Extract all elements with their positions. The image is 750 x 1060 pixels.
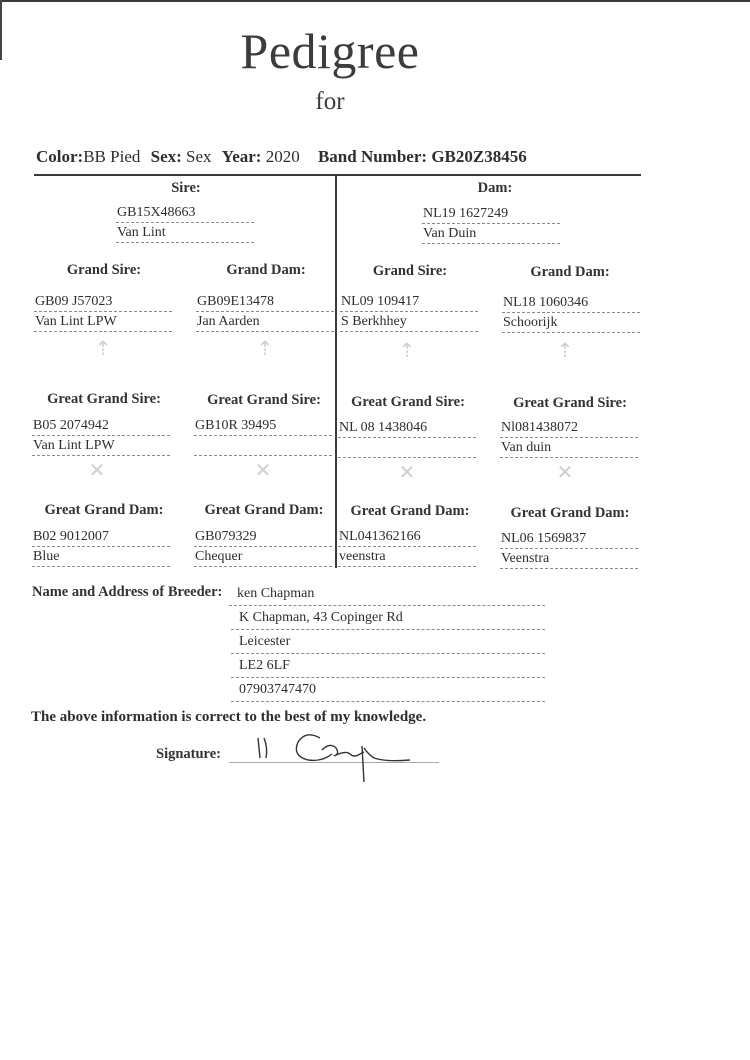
band-number-value: GB20Z38456 — [431, 147, 527, 166]
signature-image — [250, 724, 420, 784]
bird-info-header — [36, 147, 527, 167]
signature-label: Signature: — [156, 746, 221, 762]
cross-icon: ✕ — [556, 460, 574, 484]
breeder-line-4: LE2 6LF — [231, 654, 545, 678]
page-title: Pedigree — [240, 23, 420, 79]
breeder-line-5: 07903747470 — [231, 678, 545, 702]
great-grand-dam-4-label: Great Grand Dam: — [510, 505, 630, 521]
grand-dam-2-band: NL18 1060346 — [502, 293, 640, 313]
band-number-label: Band Number: — [317, 147, 428, 166]
grand-dam-1-label: Grand Dam: — [226, 262, 306, 278]
great-grand-sire-4-label: Great Grand Sire: — [513, 395, 627, 411]
breeder-label: Name and Address of Breeder: — [32, 584, 223, 600]
great-grand-sire-2-name — [194, 436, 332, 456]
dam-label: Dam: — [477, 180, 513, 196]
up-arrow-icon: ⇡ — [556, 338, 574, 362]
grand-dam-2-name: Schoorijk — [502, 313, 640, 333]
great-grand-sire-4-field — [500, 418, 638, 458]
year-value: 2020 — [265, 147, 300, 166]
grand-sire-2-band: NL09 109417 — [340, 292, 478, 312]
page-subtitle: for — [315, 88, 345, 115]
great-grand-sire-2-band: GB10R 39495 — [194, 416, 332, 436]
up-arrow-icon: ⇡ — [256, 336, 274, 360]
great-grand-dam-3-field — [338, 527, 476, 567]
great-grand-sire-1-band: B05 2074942 — [32, 416, 170, 436]
up-arrow-icon: ⇡ — [398, 338, 416, 362]
great-grand-dam-2-label: Great Grand Dam: — [204, 502, 324, 518]
grand-dam-1-name: Jan Aarden — [196, 312, 334, 332]
great-grand-dam-1-field — [32, 527, 170, 567]
grand-sire-2-field — [340, 292, 478, 332]
sex-value: Sex — [186, 147, 212, 166]
great-grand-dam-1-name: Blue — [32, 547, 170, 567]
sex-label: Sex: — [150, 147, 182, 166]
great-grand-sire-3-name — [338, 438, 476, 458]
year-label: Year: — [221, 147, 262, 166]
grand-dam-1-field — [196, 292, 334, 332]
cross-icon: ✕ — [398, 460, 416, 484]
breeder-address — [231, 582, 545, 702]
great-grand-dam-2-field — [194, 527, 332, 567]
dam-band: NL19 1627249 — [422, 204, 560, 224]
grand-dam-2-field — [502, 293, 640, 333]
grand-sire-1-label: Grand Sire: — [66, 262, 142, 278]
color-value: BB Pied — [83, 147, 141, 166]
great-grand-dam-3-label: Great Grand Dam: — [350, 503, 470, 519]
great-grand-sire-1-name: Van Lint LPW — [32, 436, 170, 456]
great-grand-sire-3-field — [338, 418, 476, 458]
great-grand-sire-4-name: Van duin — [500, 438, 638, 458]
grand-dam-1-band: GB09E13478 — [196, 292, 334, 312]
great-grand-sire-1-label: Great Grand Sire: — [47, 391, 161, 407]
great-grand-dam-4-band: NL06 1569837 — [500, 529, 638, 549]
great-grand-dam-3-band: NL041362166 — [338, 527, 476, 547]
grand-sire-2-label: Grand Sire: — [372, 263, 448, 279]
great-grand-dam-2-name: Chequer — [194, 547, 332, 567]
breeder-line-3: Leicester — [231, 630, 545, 654]
grand-sire-2-name: S Berkhhey — [340, 312, 478, 332]
great-grand-dam-4-field — [500, 529, 638, 569]
cross-icon: ✕ — [88, 458, 106, 482]
great-grand-dam-2-band: GB079329 — [194, 527, 332, 547]
great-grand-dam-1-label: Great Grand Dam: — [44, 502, 164, 518]
sire-label: Sire: — [171, 180, 201, 196]
grand-sire-1-band: GB09 J57023 — [34, 292, 172, 312]
scan-edge-top — [0, 0, 750, 2]
sire-band: GB15X48663 — [116, 203, 254, 223]
header-divider — [34, 174, 641, 176]
great-grand-dam-1-band: B02 9012007 — [32, 527, 170, 547]
dam-name: Van Duin — [422, 224, 560, 244]
breeder-line-1: ken Chapman — [229, 582, 545, 606]
grand-sire-1-name: Van Lint LPW — [34, 312, 172, 332]
great-grand-sire-2-field — [194, 416, 332, 456]
great-grand-sire-3-label: Great Grand Sire: — [351, 394, 465, 410]
great-grand-dam-3-name: veenstra — [338, 547, 476, 567]
great-grand-sire-2-label: Great Grand Sire: — [207, 392, 321, 408]
color-label: Color: — [36, 147, 84, 166]
grand-dam-2-label: Grand Dam: — [530, 264, 610, 280]
great-grand-sire-1-field — [32, 416, 170, 456]
great-grand-sire-4-band: Nl081438072 — [500, 418, 638, 438]
up-arrow-icon: ⇡ — [94, 336, 112, 360]
dam-field — [422, 204, 560, 244]
great-grand-sire-3-band: NL 08 1438046 — [338, 418, 476, 438]
breeder-line-2: K Chapman, 43 Copinger Rd — [231, 606, 545, 630]
declaration-text: The above information is correct to the best of my knowledge. — [31, 709, 427, 725]
sire-field — [116, 203, 254, 243]
great-grand-dam-4-name: Veenstra — [500, 549, 638, 569]
sire-name: Van Lint — [116, 223, 254, 243]
cross-icon: ✕ — [254, 458, 272, 482]
grand-sire-1-field — [34, 292, 172, 332]
